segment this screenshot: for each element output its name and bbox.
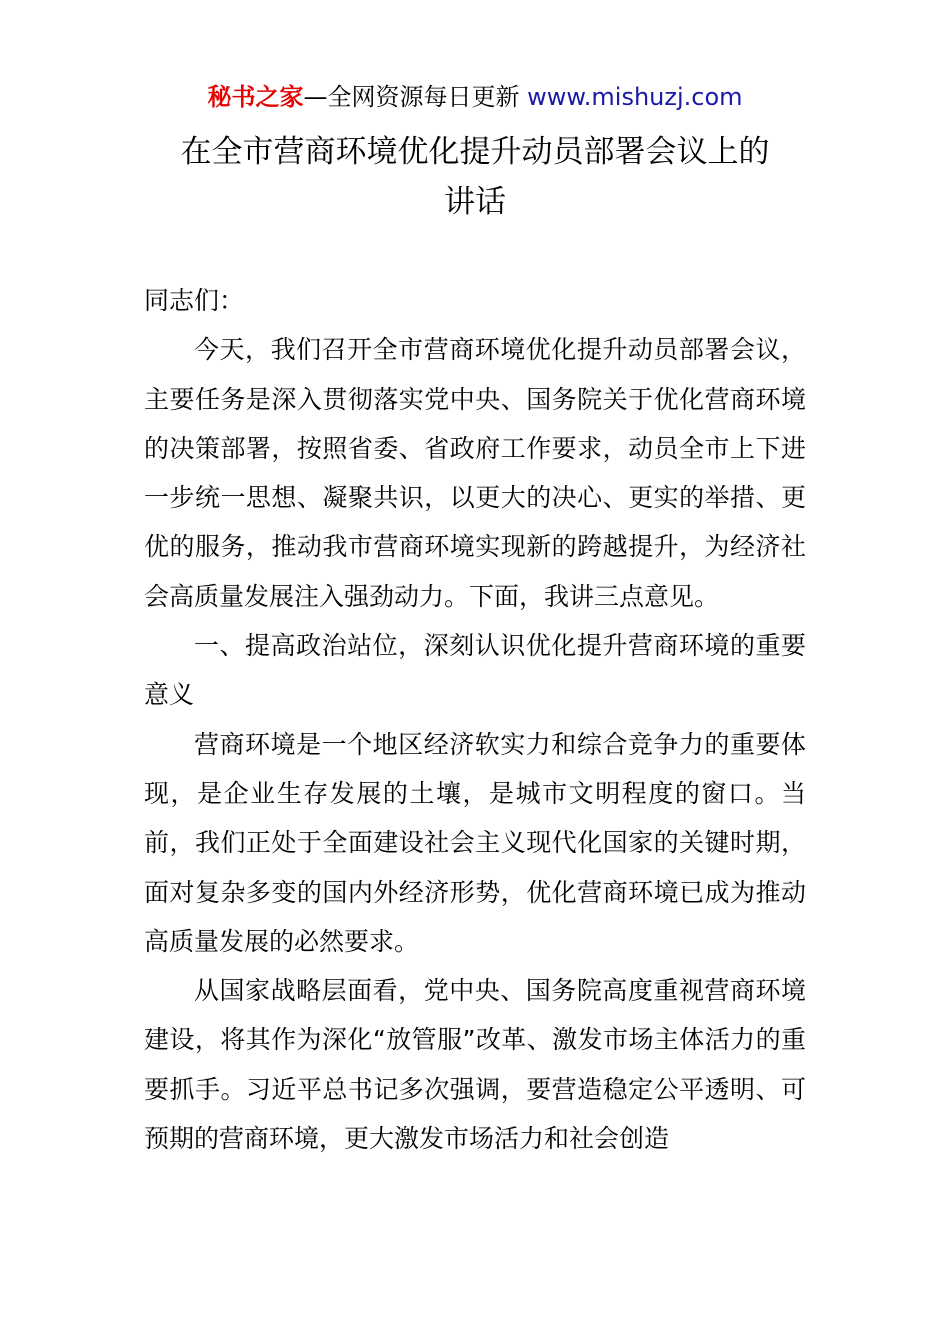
- site-tagline: —全网资源每日更新: [303, 83, 520, 111]
- title-line-1: 在全市营商环境优化提升动员部署会议上的: [180, 134, 770, 170]
- section-heading-1: 一、提高政治站位，深刻认识优化提升营商环境的重要意义: [144, 631, 806, 710]
- paragraph-national-strategy: 从国家战略层面看，党中央、国务院高度重视营商环境建设，将其作为深化“放管服”改革、激发市场主体活力的重要抓手。习近平总书记多次强调，要营造稳定公平透明、可预期的营商环境，更大激发市场活力和社会创造: [144, 976, 806, 1154]
- site-url-link[interactable]: www.mishuzj.com: [527, 83, 743, 111]
- document-title: [0, 127, 950, 227]
- title-line-2: 讲话: [444, 184, 506, 220]
- greeting: 同志们：: [144, 286, 245, 315]
- paragraph-intro: 今天，我们召开全市营商环境优化提升动员部署会议，主要任务是深入贯彻落实党中央、国务院关于优化营商环境的决策部署，按照省委、省政府工作要求，动员全市上下进一步统一思想、凝聚共识，以更大的决心、更实的举措、更优的服务，推动我市营商环境实现新的跨越提升，为经济社会高质量发展注入强劲动力。下面，我讲三点意见。: [144, 335, 806, 611]
- site-header: [0, 80, 950, 114]
- paragraph-significance: 营商环境是一个地区经济软实力和综合竞争力的重要体现，是企业生存发展的土壤，是城市文明程度的窗口。当前，我们正处于全面建设社会主义现代化国家的关键时期，面对复杂多变的国内外经济形势，优化营商环境已成为推动高质量发展的必然要求。: [144, 729, 806, 956]
- site-brand: 秘书之家: [207, 83, 304, 111]
- document-body: [144, 276, 806, 1163]
